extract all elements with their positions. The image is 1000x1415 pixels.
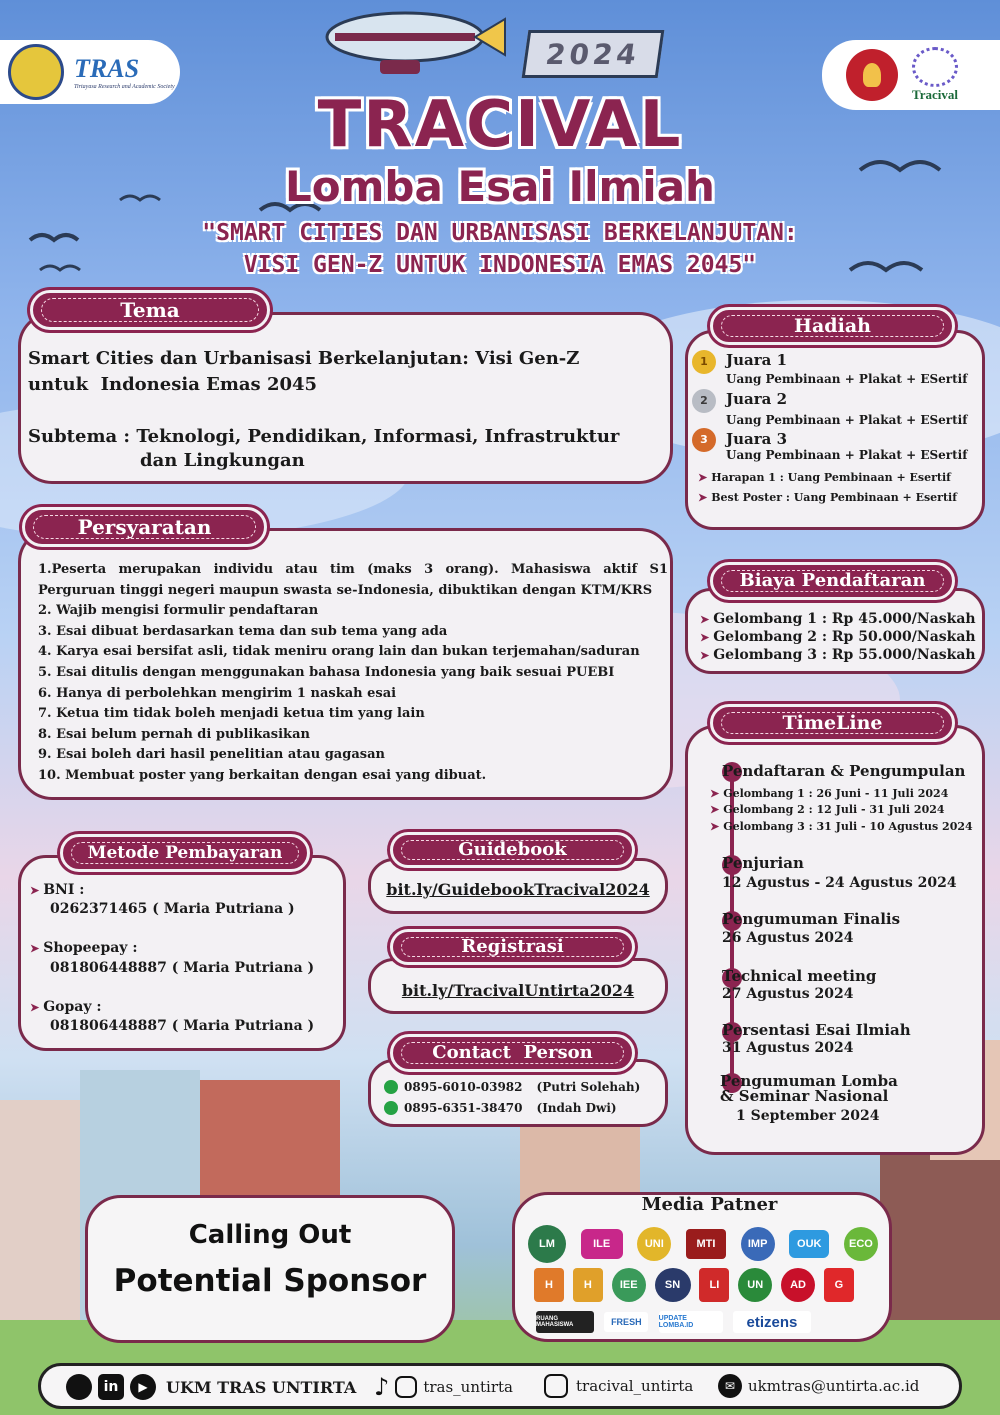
whatsapp-icon — [384, 1080, 398, 1094]
footer-email-group — [718, 1374, 919, 1398]
harapan-row: ➤ Harapan 1 : Uang Pembinaan + Esertif — [698, 471, 951, 484]
year-text: 2024 — [543, 37, 643, 71]
footer-tiktok-handle[interactable]: tras_untirta — [423, 1378, 513, 1396]
media-partner-logo: H — [534, 1268, 564, 1302]
biaya-gelombang-1: ➤ Gelombang 1 : Rp 45.000/Naskah — [700, 611, 976, 627]
media-partner-logo: H — [573, 1268, 603, 1302]
footer-org-name: UKM TRAS UNTIRTA — [166, 1377, 357, 1397]
registrasi-heading: Registrasi — [390, 929, 635, 965]
theme-line-2: VISI GEN-Z UNTUK INDONESIA EMAS 2045" — [243, 252, 757, 278]
linkedin-icon[interactable]: in — [98, 1374, 124, 1400]
theme-line-1: "SMART CITIES DAN URBANISASI BERKELANJUTAN: — [202, 220, 798, 246]
requirement-item: 9. Esai boleh dari hasil penelitian atau gagasan — [38, 747, 385, 763]
timeline-event-4: Technical meeting — [722, 967, 877, 985]
event-title: TRACIVAL — [317, 88, 683, 162]
year-banner — [522, 30, 665, 78]
contact-heading: Contact Person — [390, 1034, 635, 1072]
spotify-icon[interactable] — [66, 1374, 92, 1400]
subtema-line-1: Subtema : Teknologi, Pendidikan, Informasi, Infrastruktur — [28, 426, 620, 447]
youtube-icon[interactable]: ▶ — [130, 1374, 156, 1400]
biaya-gelombang-3: ➤ Gelombang 3 : Rp 55.000/Naskah — [700, 647, 976, 663]
media-logos-row-2 — [534, 1268, 854, 1302]
timeline-event-6-line-2: & Seminar Nasional — [720, 1087, 889, 1105]
event-subtitle: Lomba Esai Ilmiah — [285, 162, 715, 211]
juara-3-prize: Uang Pembinaan + Plakat + ESertif — [726, 448, 968, 462]
guidebook-link[interactable]: bit.ly/GuidebookTracival2024 — [386, 880, 650, 899]
media-partner-logo: IMP — [741, 1227, 775, 1261]
subtema-line-2: dan Lingkungan — [140, 450, 305, 471]
contact-name: (Indah Dwi) — [536, 1101, 617, 1115]
media-partner-logo: UNI — [637, 1227, 671, 1261]
media-partner-logo: G — [824, 1268, 854, 1302]
requirement-item: 6. Hanya di perbolehkan mengirim 1 naskah esai — [38, 685, 397, 701]
contact-row-1 — [384, 1080, 640, 1094]
media-partner-logo: OUK — [789, 1230, 829, 1258]
timeline-event-6-date: 1 September 2024 — [736, 1108, 880, 1124]
lightbulb-icon — [863, 63, 881, 87]
gopay-account: 081806448887 ( Maria Putriana ) — [50, 1018, 315, 1034]
tras-tagline: Tirtayasa Research and Academic Society — [74, 84, 175, 90]
bronze-medal-icon: 3 — [692, 428, 716, 452]
timeline-heading: TimeLine — [710, 704, 955, 742]
media-partner-heading: Media Patner — [641, 1194, 778, 1215]
biaya-gelombang-2: ➤ Gelombang 2 : Rp 50.000/Naskah — [700, 629, 976, 645]
instagram-icon[interactable] — [395, 1376, 417, 1398]
timeline-event-5: Persentasi Esai Ilmiah — [722, 1021, 911, 1039]
tema-card — [18, 312, 673, 484]
timeline-event-2-date: 12 Agustus - 24 Agustus 2024 — [722, 875, 957, 891]
media-partner-logo: UPDATE LOMBA.ID — [659, 1311, 723, 1333]
footer-instagram-handle[interactable]: tracival_untirta — [576, 1377, 694, 1395]
media-partner-logo: SN — [655, 1268, 691, 1302]
gopay-label-row: ➤ Gopay : — [30, 999, 102, 1015]
timeline-gelombang-3: ➤ Gelombang 3 : 31 Juli - 10 Agustus 2024 — [710, 820, 973, 833]
requirement-item: 8. Esai belum pernah di publikasikan — [38, 726, 310, 742]
timeline-event-3: Pengumuman Finalis — [722, 910, 901, 928]
tema-heading: Tema — [30, 290, 270, 330]
bni-account: 0262371465 ( Maria Putriana ) — [50, 901, 295, 917]
shopeepay-label-row: ➤ Shopeepay : — [30, 940, 138, 956]
timeline-event-2: Penjurian — [722, 854, 804, 872]
juara-2-prize: Uang Pembinaan + Plakat + ESertif — [726, 413, 968, 427]
footer-social-group — [66, 1374, 356, 1400]
timeline-event-4-date: 27 Agustus 2024 — [722, 986, 854, 1002]
whatsapp-icon — [384, 1101, 398, 1115]
silver-medal-icon: 2 — [692, 389, 716, 413]
media-partner-logo: ILE — [581, 1229, 623, 1259]
tiktok-icon[interactable]: ♪ — [374, 1373, 390, 1401]
guidebook-heading: Guidebook — [390, 832, 635, 868]
requirement-item: 1.Peserta merupakan individu atau tim (maks 3 orang). Mahasiswa aktif S1 — [38, 562, 668, 577]
requirement-item: Perguruan tinggi negeri maupun swasta se-Indonesia, dibuktikan dengan KTM/KRS — [38, 582, 653, 598]
juara-3-label: Juara 3 — [726, 430, 788, 448]
media-partner-logo: FRESH — [604, 1312, 648, 1332]
contact-name: (Putri Solehah) — [536, 1080, 641, 1094]
juara-1-label: Juara 1 — [726, 351, 788, 369]
requirement-item: 5. Esai ditulis dengan menggunakan bahasa Indonesia yang baik sesuai PUEBI — [38, 664, 615, 680]
tracival-logo-text: Tracival — [912, 87, 958, 102]
contact-row-2 — [384, 1101, 617, 1115]
sponsor-line-1: Calling Out — [188, 1220, 352, 1250]
media-partner-logo: LI — [699, 1268, 729, 1302]
airship-illustration — [315, 5, 515, 80]
shopeepay-account: 081806448887 ( Maria Putriana ) — [50, 960, 315, 976]
timeline-event-1: Pendaftaran & Pengumpulan — [722, 762, 966, 780]
instagram-icon[interactable] — [544, 1374, 568, 1398]
hadiah-heading: Hadiah — [710, 307, 955, 345]
media-partner-logo: MTI — [686, 1229, 726, 1259]
best-poster-row: ➤ Best Poster : Uang Pembinaan + Esertif — [698, 491, 957, 504]
footer-tiktok-group — [374, 1374, 513, 1400]
media-partner-logo: AD — [781, 1268, 815, 1302]
media-partner-logo: IEE — [612, 1268, 646, 1302]
contact-phone[interactable]: 0895-6010-03982 — [404, 1080, 523, 1094]
timeline-event-6-line-1: Pengumuman Lomba — [720, 1072, 898, 1090]
timeline-event-5-date: 31 Agustus 2024 — [722, 1040, 854, 1056]
timeline-gelombang-1: ➤ Gelombang 1 : 26 Juni - 11 Juli 2024 — [710, 787, 949, 800]
footer-email[interactable]: ukmtras@untirta.ac.id — [748, 1377, 920, 1395]
persyaratan-list — [38, 562, 668, 789]
requirement-item: 2. Wajib mengisi formulir pendaftaran — [38, 603, 319, 619]
media-logos-row-3 — [536, 1311, 811, 1333]
requirement-item: 3. Esai dibuat berdasarkan tema dan sub tema yang ada — [38, 623, 448, 639]
media-partner-logo: UN — [738, 1268, 772, 1302]
requirement-item: 7. Ketua tim tidak boleh menjadi ketua tim yang lain — [38, 706, 425, 722]
footer-instagram-group — [544, 1374, 693, 1398]
media-partner-logo: LM — [528, 1225, 566, 1263]
tracival-emblem — [912, 47, 958, 87]
juara-1-prize: Uang Pembinaan + Plakat + ESertif — [726, 372, 968, 386]
registrasi-link[interactable]: bit.ly/TracivalUntirta2024 — [401, 981, 635, 1000]
sponsor-line-2: Potential Sponsor — [113, 1263, 427, 1299]
tema-line-2: untuk Indonesia Emas 2045 — [28, 374, 318, 395]
bni-label-row: ➤ BNI : — [30, 882, 85, 898]
media-partner-logo: etizens — [733, 1311, 811, 1333]
timeline-event-3-date: 26 Agustus 2024 — [722, 930, 854, 946]
gold-medal-icon: 1 — [692, 350, 716, 374]
biaya-heading: Biaya Pendaftaran — [710, 562, 955, 600]
requirement-item: 4. Karya esai bersifat asli, tidak meniru orang lain dan bukan terjemahan/saduran — [38, 644, 640, 660]
media-partner-logo: ECO — [844, 1227, 878, 1261]
tras-logo: TRAS — [74, 54, 140, 83]
email-icon: ✉ — [718, 1374, 742, 1398]
requirement-item: 10. Membuat poster yang berkaitan dengan esai yang dibuat. — [38, 767, 487, 783]
tema-line-1: Smart Cities dan Urbanisasi Berkelanjutan: Visi Gen-Z — [28, 348, 580, 369]
media-partner-logo: RUANG MAHASISWA — [536, 1311, 594, 1333]
media-logos-row-1 — [528, 1225, 878, 1263]
timeline-gelombang-2: ➤ Gelombang 2 : 12 Juli - 31 Juli 2024 — [710, 803, 945, 816]
persyaratan-heading: Persyaratan — [22, 507, 267, 547]
contact-phone[interactable]: 0895-6351-38470 — [404, 1101, 523, 1115]
juara-2-label: Juara 2 — [726, 390, 788, 408]
pembayaran-heading: Metode Pembayaran — [60, 834, 310, 872]
